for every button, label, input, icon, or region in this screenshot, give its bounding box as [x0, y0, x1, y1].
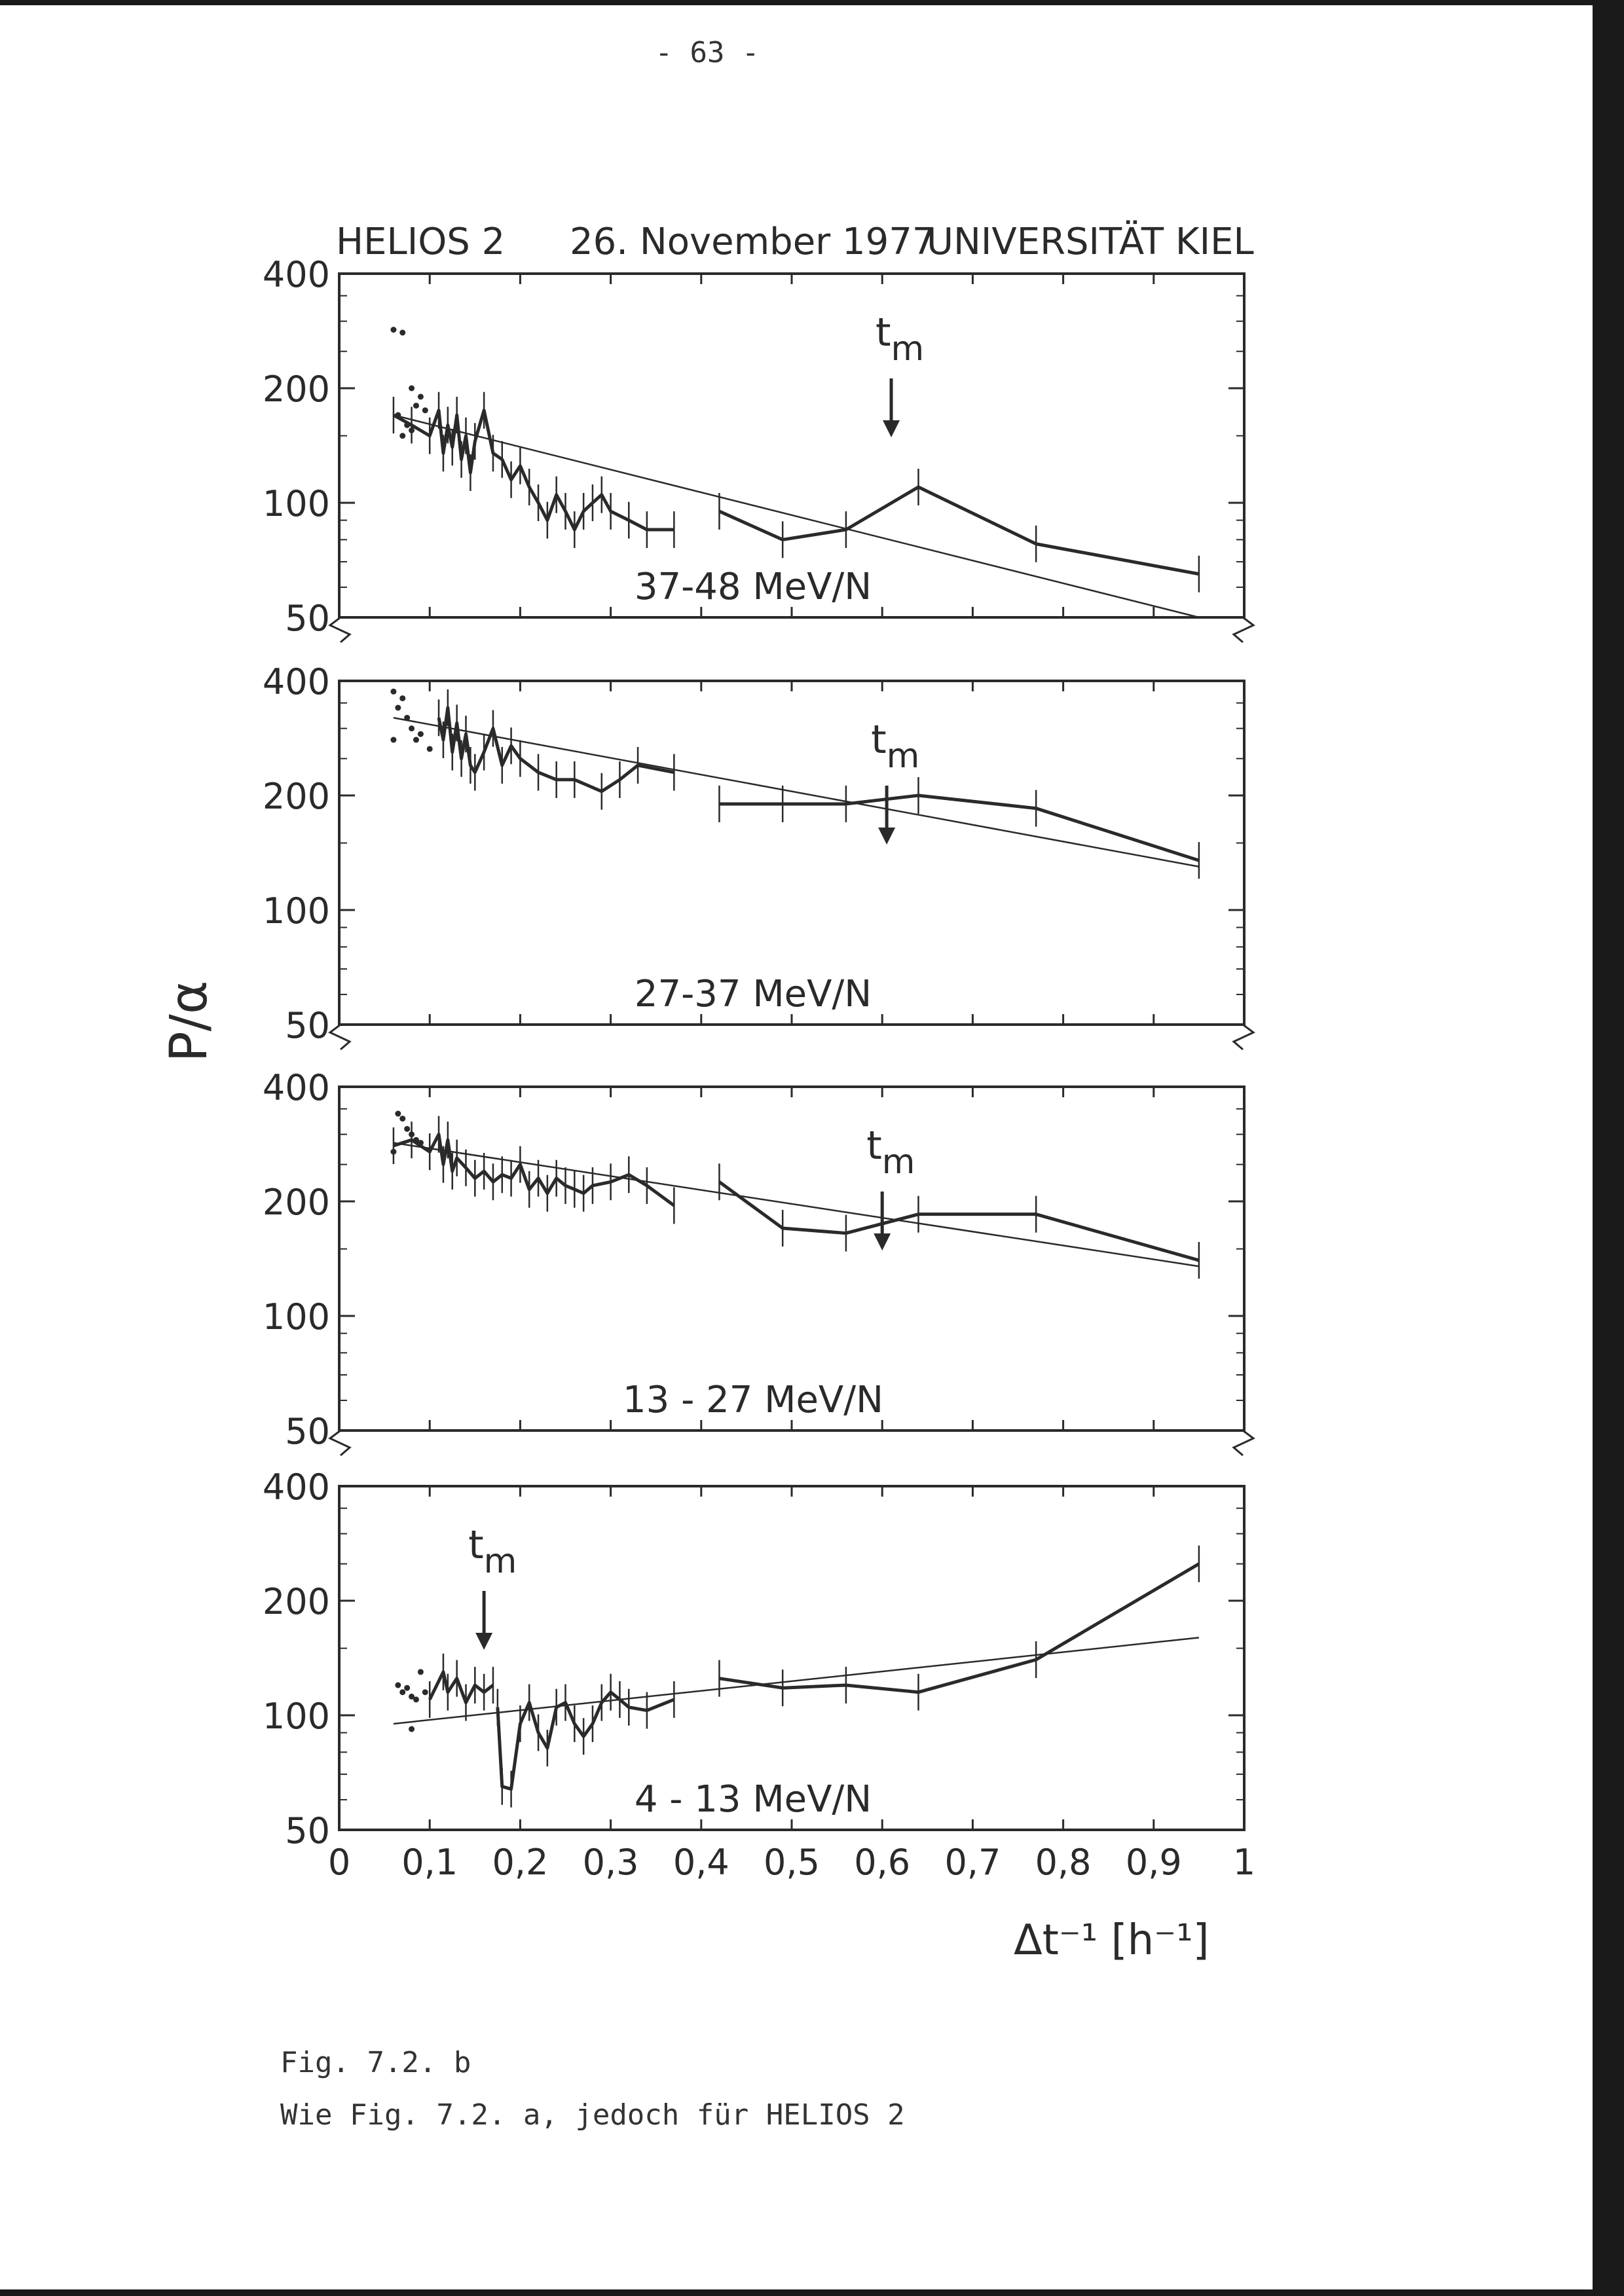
y-tick-label: 100 — [262, 890, 330, 932]
x-tick-label: 0,9 — [1125, 1842, 1182, 1883]
x-tick-label: 1 — [1232, 1842, 1256, 1883]
y-tick-label: 50 — [285, 1411, 330, 1452]
y-tick-label: 400 — [262, 254, 330, 295]
tm-label: tm — [871, 717, 920, 776]
scatter-point — [395, 705, 401, 711]
axis-break-right — [1234, 617, 1253, 642]
tm-arrow-head — [475, 1633, 492, 1650]
y-tick-label: 400 — [262, 1067, 330, 1108]
scatter-point — [418, 731, 424, 737]
x-tick-label: 0,4 — [673, 1842, 729, 1883]
y-tick-label: 50 — [285, 598, 330, 639]
x-tick-label: 0 — [327, 1842, 351, 1883]
axis-break-right — [1234, 1025, 1253, 1049]
trend-line — [394, 1637, 1199, 1724]
y-tick-label: 400 — [262, 661, 330, 702]
axis-break-left — [330, 1430, 350, 1455]
scatter-point — [409, 1131, 415, 1137]
scatter-point — [418, 1669, 424, 1675]
x-tick-label: 0,5 — [764, 1842, 820, 1883]
x-tick-label: 0,8 — [1035, 1842, 1092, 1883]
series-line — [719, 795, 1198, 860]
scatter-point — [404, 1126, 410, 1132]
series-line — [394, 410, 674, 530]
series-line — [394, 1135, 674, 1206]
scatter-point — [427, 746, 433, 752]
scatter-point — [413, 737, 419, 743]
series-line — [719, 1564, 1198, 1692]
scatter-point — [399, 1116, 405, 1121]
scatter-point — [409, 386, 415, 392]
tm-label: tm — [876, 310, 925, 369]
y-tick-label: 200 — [262, 1182, 330, 1223]
scatter-point — [418, 393, 424, 399]
energy-range-label: 4 - 13 MeV/N — [634, 1778, 872, 1821]
series-line — [719, 1182, 1198, 1260]
tm-arrow-head — [874, 1233, 891, 1250]
scatter-point — [422, 1689, 428, 1695]
scatter-point — [409, 1726, 415, 1732]
y-tick-label: 200 — [262, 1581, 330, 1622]
tm-arrow-head — [878, 828, 895, 845]
header-institution: UNIVERSITÄT KIEL — [927, 221, 1254, 263]
y-tick-label: 100 — [262, 1696, 330, 1737]
scatter-point — [399, 330, 405, 336]
scatter-point — [390, 737, 396, 743]
scatter-point — [390, 327, 396, 333]
energy-range-label: 37-48 MeV/N — [634, 566, 872, 608]
y-tick-label: 200 — [262, 776, 330, 817]
scatter-point — [404, 422, 410, 428]
scatter-point — [413, 1696, 419, 1702]
scatter-point — [422, 407, 428, 413]
series-line — [719, 487, 1198, 574]
energy-range-label: 13 - 27 MeV/N — [623, 1379, 883, 1421]
scatter-point — [413, 403, 419, 409]
scatter-point — [395, 1682, 401, 1688]
x-tick-label: 0,1 — [401, 1842, 458, 1883]
header-instrument: HELIOS 2 — [336, 221, 506, 263]
y-tick-label: 200 — [262, 369, 330, 410]
x-axis-label: Δt⁻¹ [h⁻¹] — [1014, 1916, 1209, 1965]
x-tick-label: 0,7 — [944, 1842, 1001, 1883]
scatter-point — [395, 1111, 401, 1117]
y-tick-label: 50 — [285, 1810, 330, 1851]
tm-label: tm — [468, 1522, 517, 1581]
scatter-point — [399, 1689, 405, 1695]
x-tick-label: 0,6 — [854, 1842, 911, 1883]
axis-break-left — [330, 1025, 350, 1049]
scatter-point — [409, 428, 415, 433]
header-date: 26. November 1977 — [570, 221, 936, 263]
scatter-point — [399, 433, 405, 439]
energy-range-label: 27-37 MeV/N — [634, 973, 872, 1015]
trend-line — [394, 718, 1199, 866]
figure-caption-text: Wie Fig. 7.2. a, jedoch für HELIOS 2 — [280, 2098, 905, 2132]
y-tick-label: 100 — [262, 1296, 330, 1338]
chart-layer — [263, 254, 1255, 1883]
scatter-point — [418, 1140, 424, 1146]
y-tick-label: 100 — [262, 483, 330, 524]
trend-line — [394, 1143, 1199, 1267]
scatter-point — [395, 412, 401, 418]
scatter-point — [390, 689, 396, 695]
scatter-point — [409, 725, 415, 731]
x-tick-label: 0,2 — [492, 1842, 549, 1883]
axis-break-right — [1234, 1430, 1253, 1455]
y-tick-label: 400 — [262, 1467, 330, 1508]
x-tick-label: 0,3 — [582, 1842, 639, 1883]
y-tick-label: 50 — [285, 1005, 330, 1046]
axis-break-left — [330, 617, 350, 642]
figure-caption-title: Fig. 7.2. b — [280, 2046, 471, 2079]
y-axis-label: P/α — [160, 980, 219, 1063]
scatter-point — [404, 715, 410, 721]
tm-arrow-head — [883, 420, 900, 437]
page-number: - 63 - — [655, 36, 760, 69]
scatter-point — [404, 1685, 410, 1691]
scatter-point — [399, 695, 405, 701]
scatter-point — [390, 1149, 396, 1155]
tm-label: tm — [866, 1123, 915, 1182]
